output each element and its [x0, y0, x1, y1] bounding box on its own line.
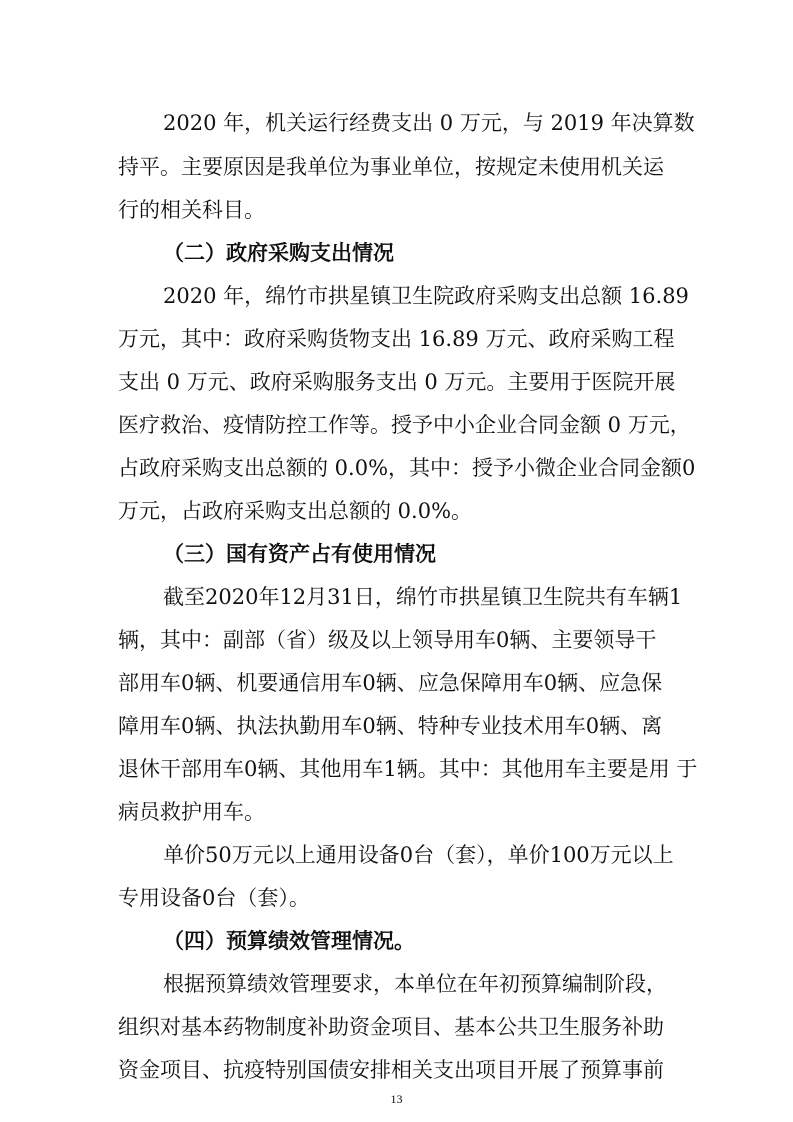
paragraph-5-line: 资金项目、抗疫特别国债安排相关支出项目开展了预算事前: [118, 1058, 664, 1082]
section-heading-performance-management: （四）预算绩效管理情况。: [163, 929, 415, 953]
section-heading-state-assets: （三）国有资产占有使用情况: [163, 542, 436, 566]
paragraph-3-line: 辆，其中：副部（省）级及以上领导用车0辆、主要领导干: [118, 628, 657, 652]
paragraph-3-line: 障用车0辆、执法执勤用车0辆、特种专业技术用车0辆、离: [118, 714, 663, 738]
paragraph-1-line: 2020 年，机关运行经费支出 0 万元，与 2019 年决算数: [163, 111, 695, 135]
paragraph-2-line: 医疗救治、疫情防控工作等。授予中小企业合同金额 0 万元，: [118, 413, 691, 437]
paragraph-2-line: 万元，其中：政府采购货物支出 16.89 万元、政府采购工程: [118, 327, 675, 351]
paragraph-2-line: 万元，占政府采购支出总额的 0.0%。: [118, 499, 473, 523]
paragraph-3-line: 部用车0辆、机要通信用车0辆、应急保障用车0辆、应急保: [118, 671, 663, 695]
page-number: 13: [390, 1092, 403, 1106]
paragraph-2-line: 支出 0 万元、政府采购服务支出 0 万元。主要用于医院开展: [118, 370, 676, 394]
paragraph-3-line: 截至2020年12月31日，绵竹市拱星镇卫生院共有车辆1: [163, 585, 683, 609]
paragraph-5-line: 根据预算绩效管理要求，本单位在年初预算编制阶段，: [163, 972, 667, 996]
paragraph-2-line: 2020 年，绵竹市拱星镇卫生院政府采购支出总额 16.89: [163, 284, 689, 308]
section-heading-government-procurement: （二）政府采购支出情况: [163, 241, 394, 265]
paragraph-1-line: 行的相关科目。: [118, 198, 265, 222]
paragraph-3-line: 病员救护用车。: [118, 800, 265, 824]
paragraph-3-line: 退休干部用车0辆、其他用车1辆。其中：其他用车主要是用 于: [118, 757, 698, 781]
paragraph-4-line: 专用设备0台（套）。: [118, 886, 310, 910]
paragraph-1-line: 持平。主要原因是我单位为事业单位，按规定未使用机关运: [118, 155, 664, 179]
paragraph-4-line: 单价50万元以上通用设备0台（套），单价100万元以上: [163, 843, 674, 867]
paragraph-2-line: 占政府采购支出总额的 0.0%，其中：授予小微企业合同金额0: [118, 456, 696, 480]
paragraph-5-line: 组织对基本药物制度补助资金项目、基本公共卫生服务补助: [118, 1015, 664, 1039]
